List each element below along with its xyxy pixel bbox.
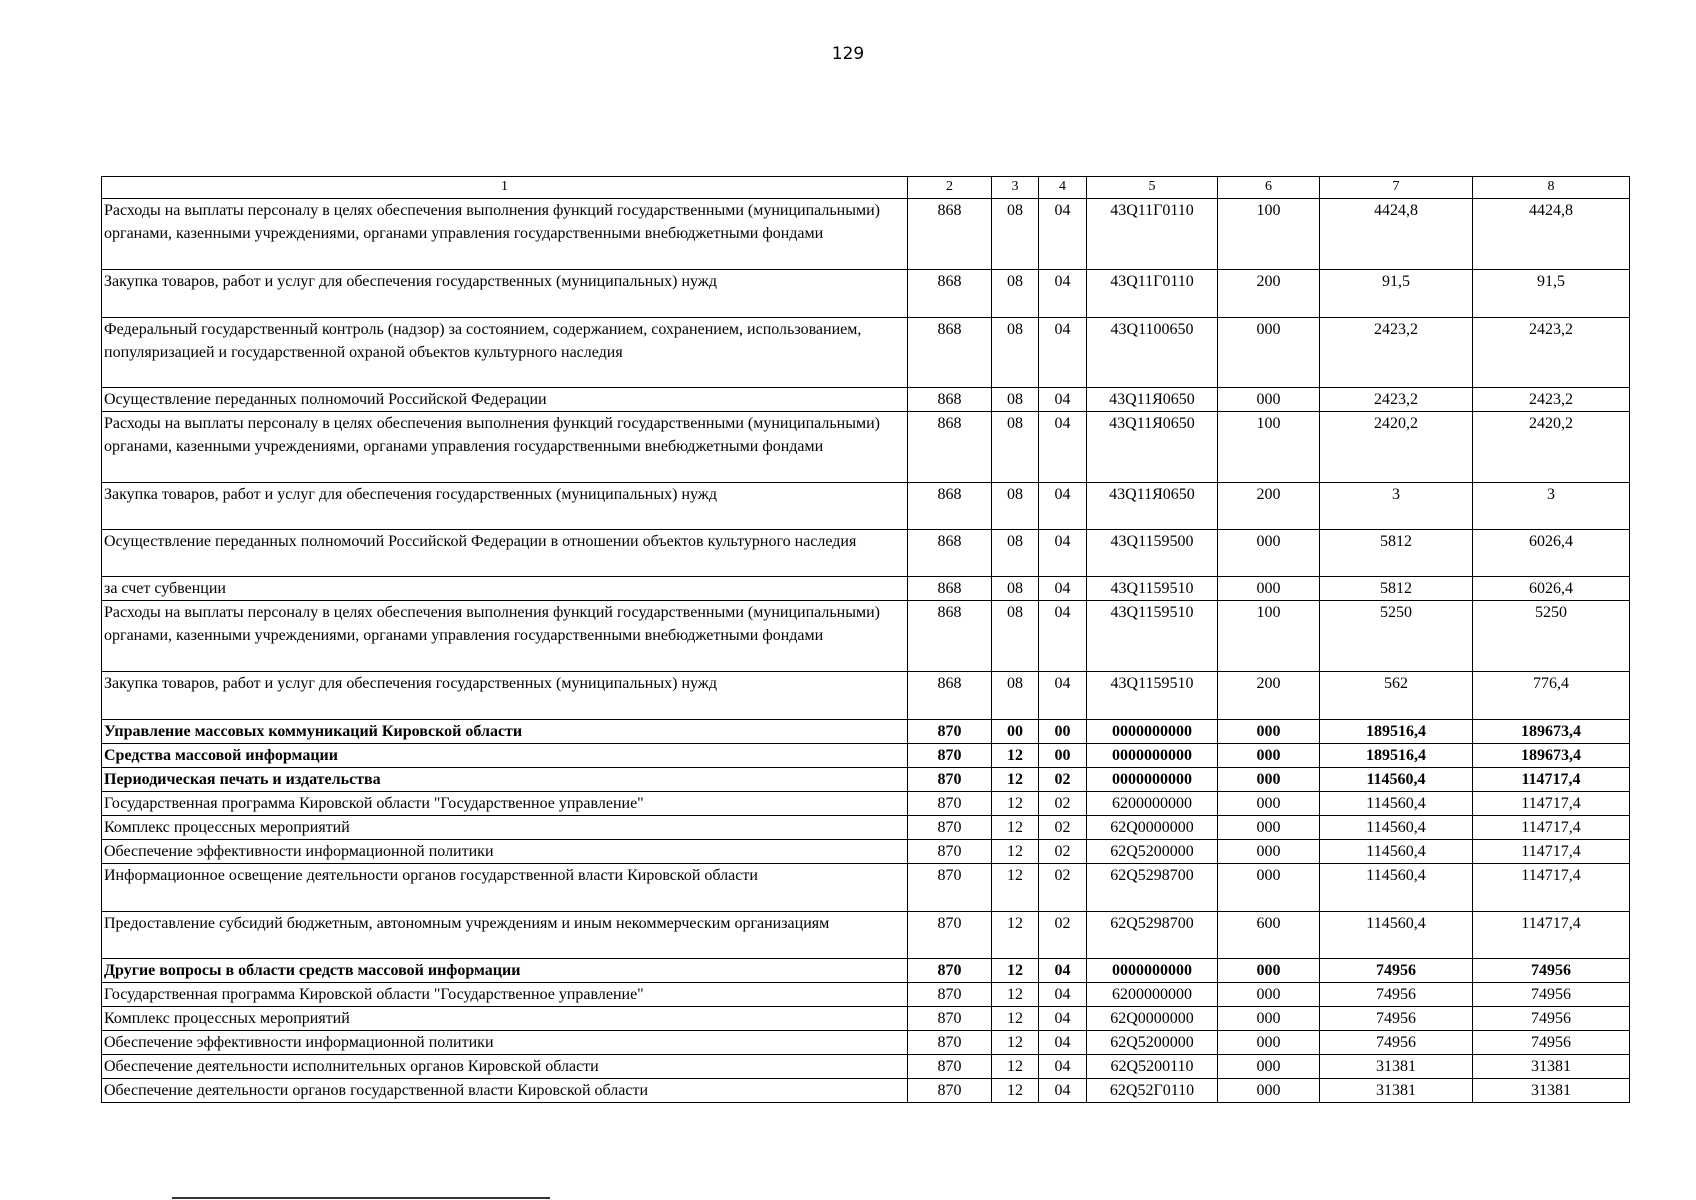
item-name: Осуществление переданных полномочий Российской Федерации в отношении объектов культурного наследия: [102, 530, 908, 577]
amount-col-8: 31381: [1473, 1055, 1630, 1079]
admin-code: 868: [908, 577, 992, 601]
amount-col-7: 31381: [1320, 1079, 1473, 1103]
subsection-code: 04: [1039, 1031, 1087, 1055]
expense-type-code: 000: [1218, 983, 1320, 1007]
item-name: Государственная программа Кировской области "Государственное управление": [102, 792, 908, 816]
expense-type-code: 000: [1218, 1079, 1320, 1103]
amount-col-8: 2423,2: [1473, 318, 1630, 388]
item-name: Обеспечение деятельности исполнительных органов Кировской области: [102, 1055, 908, 1079]
amount-col-7: 74956: [1320, 1031, 1473, 1055]
target-article-code: 0000000000: [1087, 744, 1218, 768]
target-article-code: 62Q52Г0110: [1087, 1079, 1218, 1103]
subsection-code: 04: [1039, 983, 1087, 1007]
section-code: 12: [992, 1031, 1039, 1055]
column-header: 4: [1039, 177, 1087, 199]
table-row: [102, 1055, 1630, 1079]
section-code: 08: [992, 318, 1039, 388]
subsection-code: 04: [1039, 318, 1087, 388]
expense-type-code: 000: [1218, 840, 1320, 864]
amount-col-8: 189673,4: [1473, 744, 1630, 768]
column-header: 2: [908, 177, 992, 199]
expense-type-code: 000: [1218, 720, 1320, 744]
item-name: Информационное освещение деятельности органов государственной власти Кировской области: [102, 864, 908, 912]
amount-col-8: 3: [1473, 483, 1630, 530]
admin-code: 868: [908, 318, 992, 388]
section-code: 08: [992, 412, 1039, 483]
amount-col-7: 2423,2: [1320, 318, 1473, 388]
table-row: [102, 864, 1630, 912]
expense-type-code: 000: [1218, 318, 1320, 388]
item-name: Расходы на выплаты персоналу в целях обеспечения выполнения функций государственными (муниципальными) органами, казенными учреждениями, органами управления государственными внебюджетными фондами: [102, 412, 908, 483]
subsection-code: 04: [1039, 412, 1087, 483]
item-name: Обеспечение деятельности органов государственной власти Кировской области: [102, 1079, 908, 1103]
target-article-code: 43Q11Г0110: [1087, 270, 1218, 318]
amount-col-7: 5250: [1320, 601, 1473, 672]
section-code: 12: [992, 744, 1039, 768]
item-name: Периодическая печать и издательства: [102, 768, 908, 792]
section-code: 12: [992, 959, 1039, 983]
amount-col-7: 2423,2: [1320, 388, 1473, 412]
expense-type-code: 000: [1218, 577, 1320, 601]
amount-col-8: 91,5: [1473, 270, 1630, 318]
section-code: 12: [992, 768, 1039, 792]
amount-col-7: 114560,4: [1320, 816, 1473, 840]
admin-code: 870: [908, 768, 992, 792]
item-name: Управление массовых коммуникаций Кировской области: [102, 720, 908, 744]
table-row: [102, 577, 1630, 601]
expense-type-code: 000: [1218, 1007, 1320, 1031]
expense-type-code: 000: [1218, 792, 1320, 816]
expense-type-code: 100: [1218, 601, 1320, 672]
amount-col-7: 189516,4: [1320, 744, 1473, 768]
item-name: Расходы на выплаты персоналу в целях обеспечения выполнения функций государственными (муниципальными) органами, казенными учреждениями, органами управления государственными внебюджетными фондами: [102, 199, 908, 270]
admin-code: 868: [908, 270, 992, 318]
column-header: 6: [1218, 177, 1320, 199]
admin-code: 870: [908, 720, 992, 744]
amount-col-8: 74956: [1473, 1007, 1630, 1031]
table-row: [102, 318, 1630, 388]
admin-code: 868: [908, 530, 992, 577]
section-code: 12: [992, 912, 1039, 959]
target-article-code: 43Q1159510: [1087, 672, 1218, 720]
table-row: [102, 720, 1630, 744]
table-row: [102, 672, 1630, 720]
table-row: [102, 601, 1630, 672]
item-name: за счет субвенции: [102, 577, 908, 601]
item-name: Закупка товаров, работ и услуг для обеспечения государственных (муниципальных) нужд: [102, 483, 908, 530]
admin-code: 868: [908, 199, 992, 270]
subsection-code: 04: [1039, 601, 1087, 672]
amount-col-8: 74956: [1473, 983, 1630, 1007]
table-row: [102, 199, 1630, 270]
target-article-code: 6200000000: [1087, 983, 1218, 1007]
expense-type-code: 000: [1218, 744, 1320, 768]
amount-col-8: 114717,4: [1473, 864, 1630, 912]
admin-code: 868: [908, 601, 992, 672]
target-article-code: 62Q5200110: [1087, 1055, 1218, 1079]
amount-col-8: 74956: [1473, 1031, 1630, 1055]
amount-col-8: 114717,4: [1473, 840, 1630, 864]
section-code: 12: [992, 792, 1039, 816]
admin-code: 870: [908, 912, 992, 959]
amount-col-7: 74956: [1320, 1007, 1473, 1031]
admin-code: 870: [908, 983, 992, 1007]
amount-col-8: 5250: [1473, 601, 1630, 672]
item-name: Предоставление субсидий бюджетным, автономным учреждениям и иным некоммерческим организациям: [102, 912, 908, 959]
subsection-code: 04: [1039, 530, 1087, 577]
section-code: 08: [992, 483, 1039, 530]
amount-col-8: 31381: [1473, 1079, 1630, 1103]
expense-type-code: 200: [1218, 270, 1320, 318]
item-name: Обеспечение эффективности информационной политики: [102, 840, 908, 864]
item-name: Государственная программа Кировской области "Государственное управление": [102, 983, 908, 1007]
section-code: 08: [992, 530, 1039, 577]
amount-col-7: 5812: [1320, 577, 1473, 601]
subsection-code: 02: [1039, 912, 1087, 959]
target-article-code: 0000000000: [1087, 720, 1218, 744]
admin-code: 868: [908, 412, 992, 483]
table-row: [102, 912, 1630, 959]
amount-col-8: 114717,4: [1473, 768, 1630, 792]
amount-col-7: 31381: [1320, 1055, 1473, 1079]
section-code: 12: [992, 1055, 1039, 1079]
table-row: [102, 959, 1630, 983]
table-row: [102, 270, 1630, 318]
subsection-code: 04: [1039, 1007, 1087, 1031]
amount-col-7: 114560,4: [1320, 840, 1473, 864]
amount-col-7: 562: [1320, 672, 1473, 720]
item-name: Осуществление переданных полномочий Российской Федерации: [102, 388, 908, 412]
table-row: [102, 816, 1630, 840]
table-row: [102, 530, 1630, 577]
amount-col-8: 6026,4: [1473, 530, 1630, 577]
amount-col-7: 91,5: [1320, 270, 1473, 318]
subsection-code: 04: [1039, 959, 1087, 983]
admin-code: 870: [908, 959, 992, 983]
section-code: 08: [992, 672, 1039, 720]
target-article-code: 62Q0000000: [1087, 1007, 1218, 1031]
section-code: 12: [992, 840, 1039, 864]
item-name: Другие вопросы в области средств массовой информации: [102, 959, 908, 983]
item-name: Федеральный государственный контроль (надзор) за состоянием, содержанием, сохранением, использованием, популяризацией и государственной охраной объектов культурного наследия: [102, 318, 908, 388]
subsection-code: 02: [1039, 792, 1087, 816]
subsection-code: 02: [1039, 840, 1087, 864]
table-row: [102, 840, 1630, 864]
page-number: 129: [831, 44, 865, 64]
amount-col-8: 4424,8: [1473, 199, 1630, 270]
amount-col-7: 2420,2: [1320, 412, 1473, 483]
target-article-code: 62Q5200000: [1087, 840, 1218, 864]
expense-type-code: 000: [1218, 959, 1320, 983]
expense-type-code: 000: [1218, 530, 1320, 577]
subsection-code: 02: [1039, 768, 1087, 792]
column-header: 3: [992, 177, 1039, 199]
subsection-code: 00: [1039, 720, 1087, 744]
subsection-code: 04: [1039, 270, 1087, 318]
column-header: 1: [102, 177, 908, 199]
item-name: Комплекс процессных мероприятий: [102, 1007, 908, 1031]
admin-code: 870: [908, 744, 992, 768]
subsection-code: 02: [1039, 816, 1087, 840]
expense-type-code: 000: [1218, 388, 1320, 412]
table-row: [102, 1079, 1630, 1103]
table-row: [102, 744, 1630, 768]
target-article-code: 43Q1159510: [1087, 601, 1218, 672]
expense-type-code: 000: [1218, 1055, 1320, 1079]
expense-type-code: 100: [1218, 412, 1320, 483]
target-article-code: 43Q11Я0650: [1087, 388, 1218, 412]
admin-code: 868: [908, 388, 992, 412]
expense-type-code: 000: [1218, 768, 1320, 792]
section-code: 08: [992, 577, 1039, 601]
amount-col-8: 114717,4: [1473, 912, 1630, 959]
subsection-code: 02: [1039, 864, 1087, 912]
column-header: 7: [1320, 177, 1473, 199]
subsection-code: 04: [1039, 577, 1087, 601]
expense-type-code: 000: [1218, 1031, 1320, 1055]
amount-col-7: 74956: [1320, 959, 1473, 983]
item-name: Комплекс процессных мероприятий: [102, 816, 908, 840]
amount-col-7: 114560,4: [1320, 792, 1473, 816]
target-article-code: 43Q11Я0650: [1087, 483, 1218, 530]
subsection-code: 04: [1039, 672, 1087, 720]
target-article-code: 62Q5298700: [1087, 912, 1218, 959]
expense-type-code: 200: [1218, 672, 1320, 720]
target-article-code: 43Q11Я0650: [1087, 412, 1218, 483]
target-article-code: 43Q1159510: [1087, 577, 1218, 601]
amount-col-8: 189673,4: [1473, 720, 1630, 744]
section-code: 08: [992, 199, 1039, 270]
admin-code: 870: [908, 1007, 992, 1031]
table-row: [102, 1007, 1630, 1031]
expense-type-code: 000: [1218, 816, 1320, 840]
table-row: [102, 483, 1630, 530]
amount-col-7: 5812: [1320, 530, 1473, 577]
target-article-code: 6200000000: [1087, 792, 1218, 816]
table-row: [102, 1031, 1630, 1055]
amount-col-8: 2420,2: [1473, 412, 1630, 483]
subsection-code: 00: [1039, 744, 1087, 768]
table-row: [102, 792, 1630, 816]
item-name: Средства массовой информации: [102, 744, 908, 768]
amount-col-7: 74956: [1320, 983, 1473, 1007]
target-article-code: 43Q1100650: [1087, 318, 1218, 388]
item-name: Расходы на выплаты персоналу в целях обеспечения выполнения функций государственными (муниципальными) органами, казенными учреждениями, органами управления государственными внебюджетными фондами: [102, 601, 908, 672]
header-row: [102, 177, 1630, 199]
column-header: 5: [1087, 177, 1218, 199]
table-row: [102, 388, 1630, 412]
section-code: 12: [992, 983, 1039, 1007]
amount-col-8: 2423,2: [1473, 388, 1630, 412]
target-article-code: 62Q0000000: [1087, 816, 1218, 840]
budget-table: [101, 176, 1630, 1103]
admin-code: 868: [908, 483, 992, 530]
amount-col-8: 6026,4: [1473, 577, 1630, 601]
section-code: 12: [992, 1079, 1039, 1103]
item-name: Обеспечение эффективности информационной политики: [102, 1031, 908, 1055]
expense-type-code: 600: [1218, 912, 1320, 959]
expense-type-code: 200: [1218, 483, 1320, 530]
subsection-code: 04: [1039, 199, 1087, 270]
table-row: [102, 412, 1630, 483]
expense-type-code: 100: [1218, 199, 1320, 270]
item-name: Закупка товаров, работ и услуг для обеспечения государственных (муниципальных) нужд: [102, 672, 908, 720]
section-code: 08: [992, 388, 1039, 412]
target-article-code: 43Q1159500: [1087, 530, 1218, 577]
expense-type-code: 000: [1218, 864, 1320, 912]
admin-code: 870: [908, 840, 992, 864]
admin-code: 870: [908, 792, 992, 816]
admin-code: 870: [908, 1031, 992, 1055]
target-article-code: 0000000000: [1087, 959, 1218, 983]
amount-col-8: 74956: [1473, 959, 1630, 983]
admin-code: 870: [908, 864, 992, 912]
table-row: [102, 768, 1630, 792]
target-article-code: 62Q5298700: [1087, 864, 1218, 912]
amount-col-8: 776,4: [1473, 672, 1630, 720]
target-article-code: 0000000000: [1087, 768, 1218, 792]
target-article-code: 62Q5200000: [1087, 1031, 1218, 1055]
subsection-code: 04: [1039, 1055, 1087, 1079]
admin-code: 870: [908, 816, 992, 840]
section-code: 12: [992, 816, 1039, 840]
section-code: 08: [992, 601, 1039, 672]
section-code: 00: [992, 720, 1039, 744]
amount-col-7: 114560,4: [1320, 768, 1473, 792]
column-header: 8: [1473, 177, 1630, 199]
admin-code: 870: [908, 1079, 992, 1103]
subsection-code: 04: [1039, 483, 1087, 530]
amount-col-8: 114717,4: [1473, 792, 1630, 816]
table-row: [102, 983, 1630, 1007]
item-name: Закупка товаров, работ и услуг для обеспечения государственных (муниципальных) нужд: [102, 270, 908, 318]
amount-col-7: 4424,8: [1320, 199, 1473, 270]
amount-col-7: 189516,4: [1320, 720, 1473, 744]
admin-code: 870: [908, 1055, 992, 1079]
amount-col-7: 3: [1320, 483, 1473, 530]
admin-code: 868: [908, 672, 992, 720]
subsection-code: 04: [1039, 1079, 1087, 1103]
amount-col-7: 114560,4: [1320, 912, 1473, 959]
section-code: 12: [992, 864, 1039, 912]
subsection-code: 04: [1039, 388, 1087, 412]
section-code: 08: [992, 270, 1039, 318]
amount-col-7: 114560,4: [1320, 864, 1473, 912]
section-code: 12: [992, 1007, 1039, 1031]
amount-col-8: 114717,4: [1473, 816, 1630, 840]
footer-rule: [172, 1197, 550, 1199]
target-article-code: 43Q11Г0110: [1087, 199, 1218, 270]
